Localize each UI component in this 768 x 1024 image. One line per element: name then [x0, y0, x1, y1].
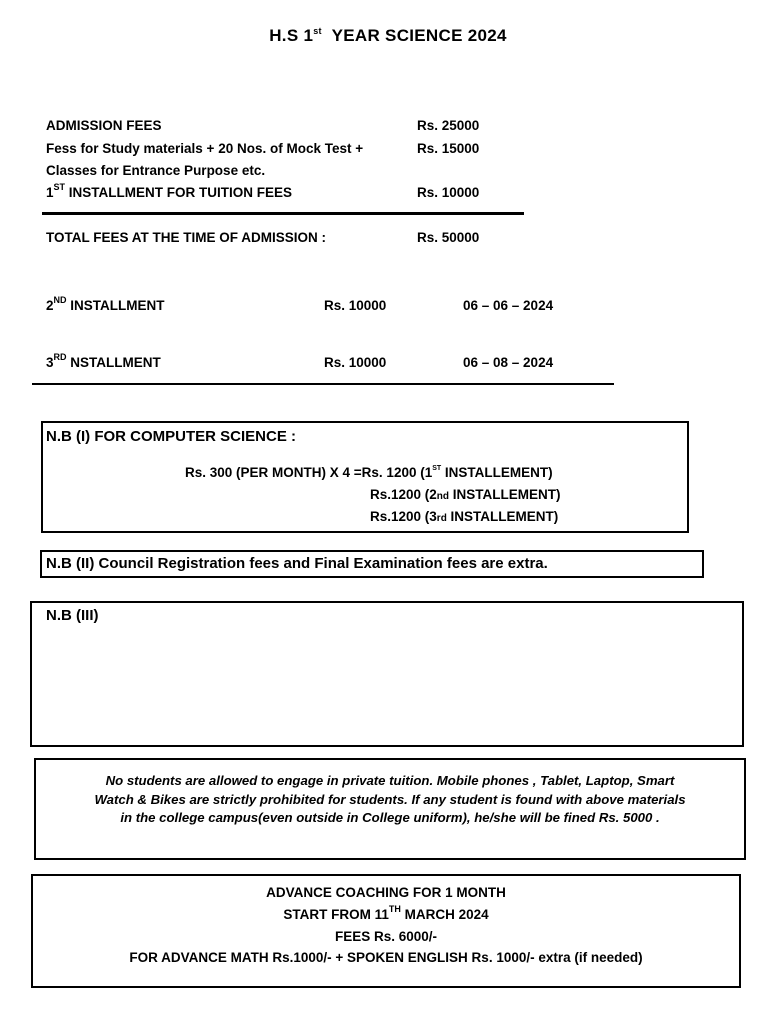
note-three-heading: N.B (III) — [46, 607, 99, 624]
computer-science-fee-line3: Rs.1200 (3rd INSTALLEMENT) — [370, 509, 559, 524]
computer-science-fee-line2: Rs.1200 (2nd INSTALLEMENT) — [370, 487, 561, 502]
study-materials-label-line1: Fess for Study materials + 20 Nos. of Mock Test + — [46, 141, 364, 156]
third-installment-label: 3RD NSTALLMENT — [46, 352, 161, 370]
registration-note-text: N.B (II) Council Registration fees and Final Examination fees are extra. — [46, 555, 548, 572]
second-installment-label: 2ND INSTALLMENT — [46, 295, 165, 313]
page-title: H.S 1st YEAR SCIENCE 2024 — [269, 26, 507, 45]
computer-science-fee-line1: Rs. 300 (PER MONTH) X 4 =Rs. 1200 (1ST INSTALLEMENT) — [185, 465, 553, 480]
rules-text — [50, 772, 730, 828]
admission-fees-amount: Rs. 25000 — [417, 118, 480, 133]
first-installment-label: 1ST INSTALLMENT FOR TUITION FEES — [46, 182, 293, 200]
study-materials-amount: Rs. 15000 — [417, 141, 480, 156]
coaching-title: ADVANCE COACHING FOR 1 MONTH — [266, 885, 506, 900]
coaching-start-date: START FROM 11TH MARCH 2024 — [283, 904, 489, 922]
coaching-fees: FEES Rs. 6000/- — [334, 929, 438, 944]
rules-line2: Watch & Bikes are strictly prohibited for students. If any student is found with above materials — [94, 791, 686, 807]
coaching-extras: FOR ADVANCE MATH Rs.1000/- + SPOKEN ENGLISH Rs. 1000/- extra (if needed) — [129, 950, 643, 965]
third-installment-amount: Rs. 10000 — [324, 355, 387, 370]
table-divider — [42, 212, 524, 215]
study-materials-label-line2: Classes for Entrance Purpose etc. — [46, 163, 266, 178]
admission-fees-label: ADMISSION FEES — [46, 118, 162, 133]
installments-divider — [32, 383, 614, 385]
third-installment-date: 06 – 08 – 2024 — [463, 355, 554, 370]
rules-line3: in the college campus(even outside in College uniform), he/she will be fined Rs. 5000 . — [120, 810, 660, 825]
second-installment-date: 06 – 06 – 2024 — [463, 298, 554, 313]
note-three-box — [30, 601, 744, 747]
first-installment-amount: Rs. 10000 — [417, 185, 480, 200]
rules-line1: No students are allowed to engage in private tuition. Mobile phones , Tablet, Laptop, Smart — [105, 773, 675, 788]
total-fees-label: TOTAL FEES AT THE TIME OF ADMISSION : — [46, 230, 326, 245]
computer-science-note-heading: N.B (I) FOR COMPUTER SCIENCE : — [46, 428, 296, 445]
total-fees-amount: Rs. 50000 — [417, 230, 480, 245]
second-installment-amount: Rs. 10000 — [324, 298, 387, 313]
